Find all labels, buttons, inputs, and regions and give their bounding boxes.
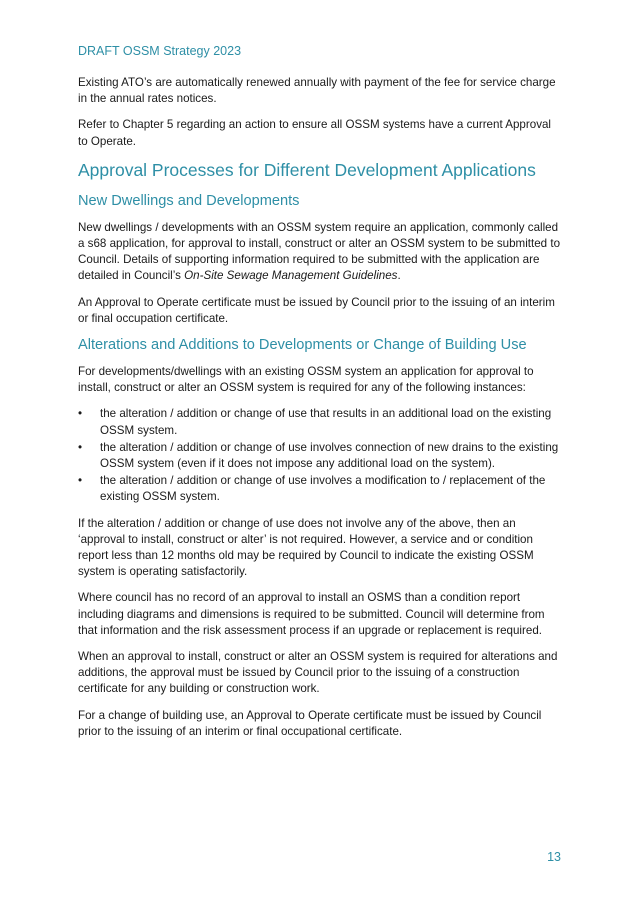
- running-header: DRAFT OSSM Strategy 2023: [78, 44, 242, 58]
- list-item-text: the alteration / addition or change of use involves a modification to / replacement of the existing OSSM system.: [100, 474, 546, 504]
- list-item: [78, 406, 562, 438]
- list-item: [78, 440, 562, 472]
- bullet-icon: •: [78, 474, 83, 488]
- page-number: 13: [547, 850, 561, 864]
- alterations-paragraph-3: Where council has no record of an approval to install an OSMS than a condition report including diagrams and dimensions is required to be submitted. Council will determine from that information and the risk assessment process if an upgrade or replacement is required.: [78, 591, 545, 637]
- bullet-icon: •: [78, 407, 83, 421]
- alterations-paragraph-1: For developments/dwellings with an existing OSSM system an application for approval to install, construct or alter an OSSM system is required for any of the following instances:: [78, 365, 534, 395]
- alterations-paragraph-4: When an approval to install, construct or alter an OSSM system is required for alterations and additions, the approval must be issued by Council prior to the issuing of a construction certificate for any building or construction work.: [78, 650, 558, 696]
- new-dwellings-heading: New Dwellings and Developments: [78, 192, 300, 209]
- guidelines-title: On-Site Sewage Management Guidelines: [184, 269, 398, 283]
- alterations-paragraph-5: For a change of building use, an Approval to Operate certificate must be issued by Council prior to the issuing of an interim or final occupational certificate.: [78, 708, 542, 738]
- document-page: [78, 44, 562, 750]
- intro-paragraph-1: Existing ATO’s are automatically renewed annually with payment of the fee for service charge in the annual rates notices.: [78, 76, 556, 106]
- instances-list: [78, 406, 562, 505]
- new-dwellings-paragraph-2: An Approval to Operate certificate must be issued by Council prior to the issuing of an interim or final occupation certificate.: [78, 295, 555, 325]
- intro-paragraph-2: Refer to Chapter 5 regarding an action to ensure all OSSM systems have a current Approval to Operate.: [78, 118, 552, 148]
- bullet-icon: •: [78, 440, 83, 454]
- list-item: [78, 473, 562, 505]
- new-dwellings-p1-text: New dwellings / developments with an OSSM system require an application, commonly called a s68 application, for approval to install, construct or alter an OSSM system to be submitted to Council. Details of supporting information required to be submitted with the application are detailed in Council’s: [78, 220, 561, 283]
- list-item-text: the alteration / addition or change of use involves connection of new drains to the existing OSSM system (even if it does not impose any additional load on the system).: [100, 440, 559, 471]
- list-item-text: the alteration / addition or change of use that results in an additional load on the existing OSSM system.: [100, 407, 552, 437]
- section-title: Approval Processes for Different Development Applications: [78, 159, 536, 180]
- alterations-paragraph-2: If the alteration / addition or change of use does not involve any of the above, then an ‘approval to install, construct or alter’ is not required. However, a service and or condition report less than 12 months old may be required by Council to indicate the existing OSSM system is operating satisfactorily.: [78, 516, 534, 579]
- new-dwellings-p1-end: .: [397, 269, 401, 283]
- alterations-heading: Alterations and Additions to Developments or Change of Building Use: [78, 337, 527, 354]
- new-dwellings-paragraph-1: [78, 220, 562, 285]
